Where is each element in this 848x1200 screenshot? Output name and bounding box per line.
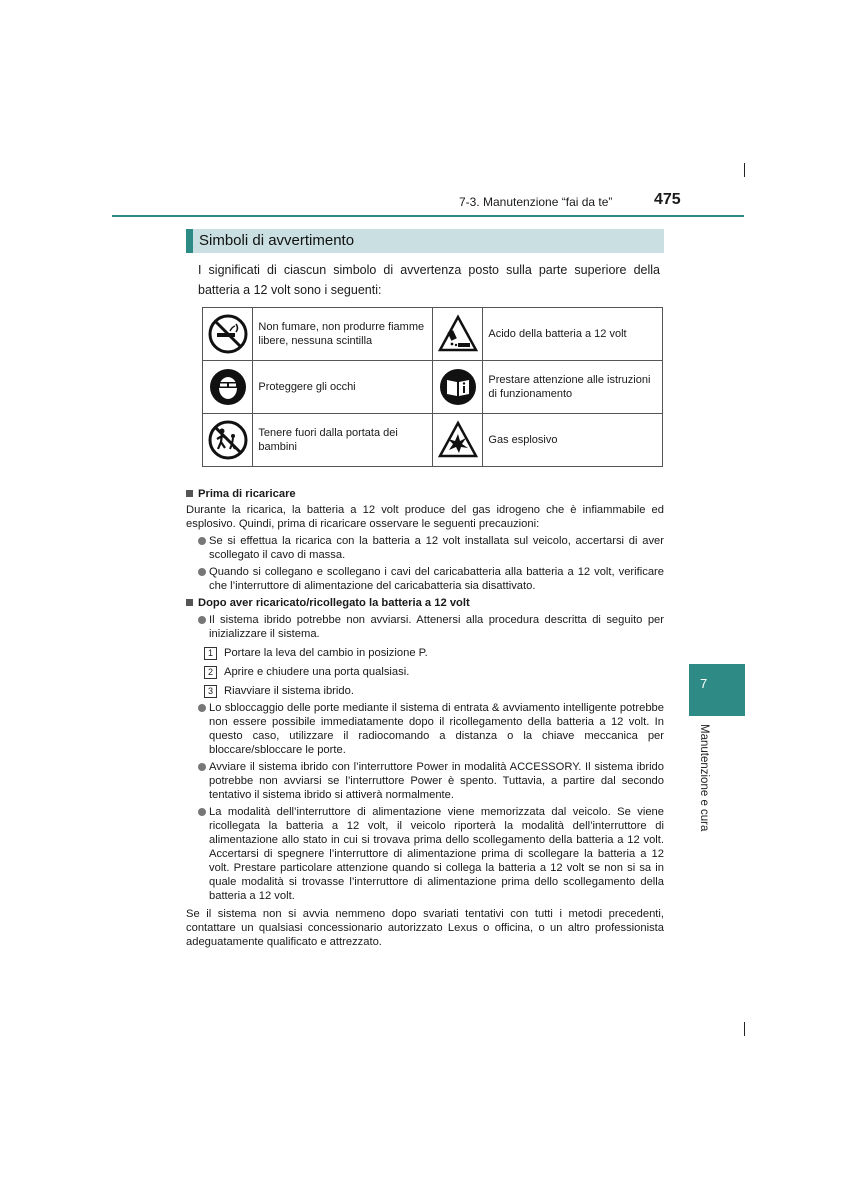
table-row: [203, 308, 663, 361]
instruction-manual-icon: [438, 367, 478, 407]
symbol-description: Gas esplosivo: [483, 414, 663, 467]
list-item: Se si effettua la ricarica con la batteria a 12 volt installata sul veicolo, accertarsi di aver scollegato il cavo di massa.: [198, 534, 664, 562]
round-bullet-icon: [198, 704, 206, 712]
eye-protection-icon: [208, 367, 248, 407]
list-item: La modalità dell’interruttore di alimentazione viene memorizzata dal veicolo. Se viene ricollegata la batteria a 12 volt, il veicolo riporterà la modalità dell’interruttore di alimentazione allo stato in cui si trovava prima dello scollegamento della batteria a 12 volt. Accertarsi di spegnere l’interruttore di alimentazione prima di scollegare la batteria a 12 volt. Prestare particolare attenzione quando si collega la batteria a 12 volt se non si sa in quale modalità si trovasse l’interruttore di alimentazione prima dello scollegamento della batteria a 12 volt.: [198, 805, 664, 903]
symbol-cell: [203, 361, 253, 414]
round-bullet-icon: [198, 568, 206, 576]
symbol-description: Non fumare, non produrre fiamme libere, nessuna scintilla: [253, 308, 433, 361]
step-item: [204, 646, 664, 660]
step-number: 2: [204, 666, 217, 679]
list-item: Il sistema ibrido potrebbe non avviarsi. Attenersi alla procedura descritta di seguito per inizializzare il sistema.: [198, 613, 664, 641]
subheading-after-charging: Dopo aver ricaricato/ricollegato la batteria a 12 volt: [186, 596, 664, 610]
symbols-table: [202, 307, 663, 467]
symbol-cell: [432, 308, 482, 361]
section-title-bar: [186, 229, 664, 253]
symbol-description: Tenere fuori dalla portata dei bambini: [253, 414, 433, 467]
symbol-description: Acido della batteria a 12 volt: [483, 308, 663, 361]
symbol-description: Proteggere gli occhi: [253, 361, 433, 414]
page-number: 475: [654, 191, 681, 208]
battery-acid-icon: [437, 314, 479, 354]
table-row: [203, 361, 663, 414]
round-bullet-icon: [198, 808, 206, 816]
round-bullet-icon: [198, 537, 206, 545]
step-text: Riavviare il sistema ibrido.: [224, 685, 354, 697]
section-title: Simboli di avvertimento: [199, 232, 355, 249]
header-section-title: 7-3. Manutenzione “fai da te”: [459, 195, 613, 209]
closing-paragraph: Se il sistema non si avvia nemmeno dopo svariati tentativi con tutti i metodi precedenti, contattare un qualsiasi concessionario autorizzato Lexus o officina, o un altro professionista adeguatamente qualificato e attrezzato.: [186, 908, 664, 948]
symbol-cell: [203, 308, 253, 361]
symbol-cell: [203, 414, 253, 467]
symbol-description: Prestare attenzione alle istruzioni di funzionamento: [483, 361, 663, 414]
subheading-before-charging: Prima di ricaricare: [186, 487, 664, 501]
step-number: 1: [204, 647, 217, 660]
crop-mark-top-right: [744, 163, 745, 177]
symbol-cell: [432, 361, 482, 414]
step-text: Aprire e chiudere una porta qualsiasi.: [224, 666, 410, 678]
table-row: [203, 414, 663, 467]
crop-mark-bottom-right: [744, 1022, 745, 1036]
list-item: Lo sbloccaggio delle porte mediante il sistema di entrata & avviamento intelligente potrebbe non essere possibile immediatamente dopo il ricollegamento della batteria a 12 volt. In questo caso, utilizzare il radiocomando a distanza o la chiave meccanica per bloccare/sbloccare le porte.: [198, 701, 664, 757]
chapter-tab: [689, 664, 745, 716]
header-rule: [112, 215, 744, 217]
chapter-title-vertical: Manutenzione e cura: [698, 724, 710, 832]
before-charging-text: Durante la ricarica, la batteria a 12 volt produce del gas idrogeno che è infiammabile ed esplosivo. Quindi, prima di ricaricare osservare le seguenti precauzioni:: [186, 504, 664, 530]
list-item: Avviare il sistema ibrido con l’interruttore Power in modalità ACCESSORY. Il sistema ibrido potrebbe non avviarsi se l’interruttore Power è spento. Tuttavia, a partire dal secondo tentativo il sistema ibrido si attiverà normalmente.: [198, 760, 664, 802]
no-smoking-icon: [208, 314, 248, 354]
round-bullet-icon: [198, 616, 206, 624]
step-item: [204, 684, 664, 698]
chapter-number: 7: [700, 676, 708, 691]
intro-paragraph: I significati di ciascun simbolo di avvertenza posto sulla parte superiore della batteria a 12 volt sono i seguenti:: [198, 263, 660, 297]
square-bullet-icon: [186, 599, 193, 606]
step-number: 3: [204, 685, 217, 698]
step-text: Portare la leva del cambio in posizione P.: [224, 647, 428, 659]
list-item: Quando si collegano e scollegano i cavi del caricabatteria alla batteria a 12 volt, verificare che l’interruttore di alimentazione del caricabatteria sia disattivato.: [198, 565, 664, 593]
square-bullet-icon: [186, 490, 193, 497]
step-item: [204, 665, 664, 679]
round-bullet-icon: [198, 763, 206, 771]
symbol-cell: [432, 414, 482, 467]
body-content: [186, 487, 664, 949]
keep-children-away-icon: [208, 420, 248, 460]
explosive-gas-icon: [437, 420, 479, 460]
